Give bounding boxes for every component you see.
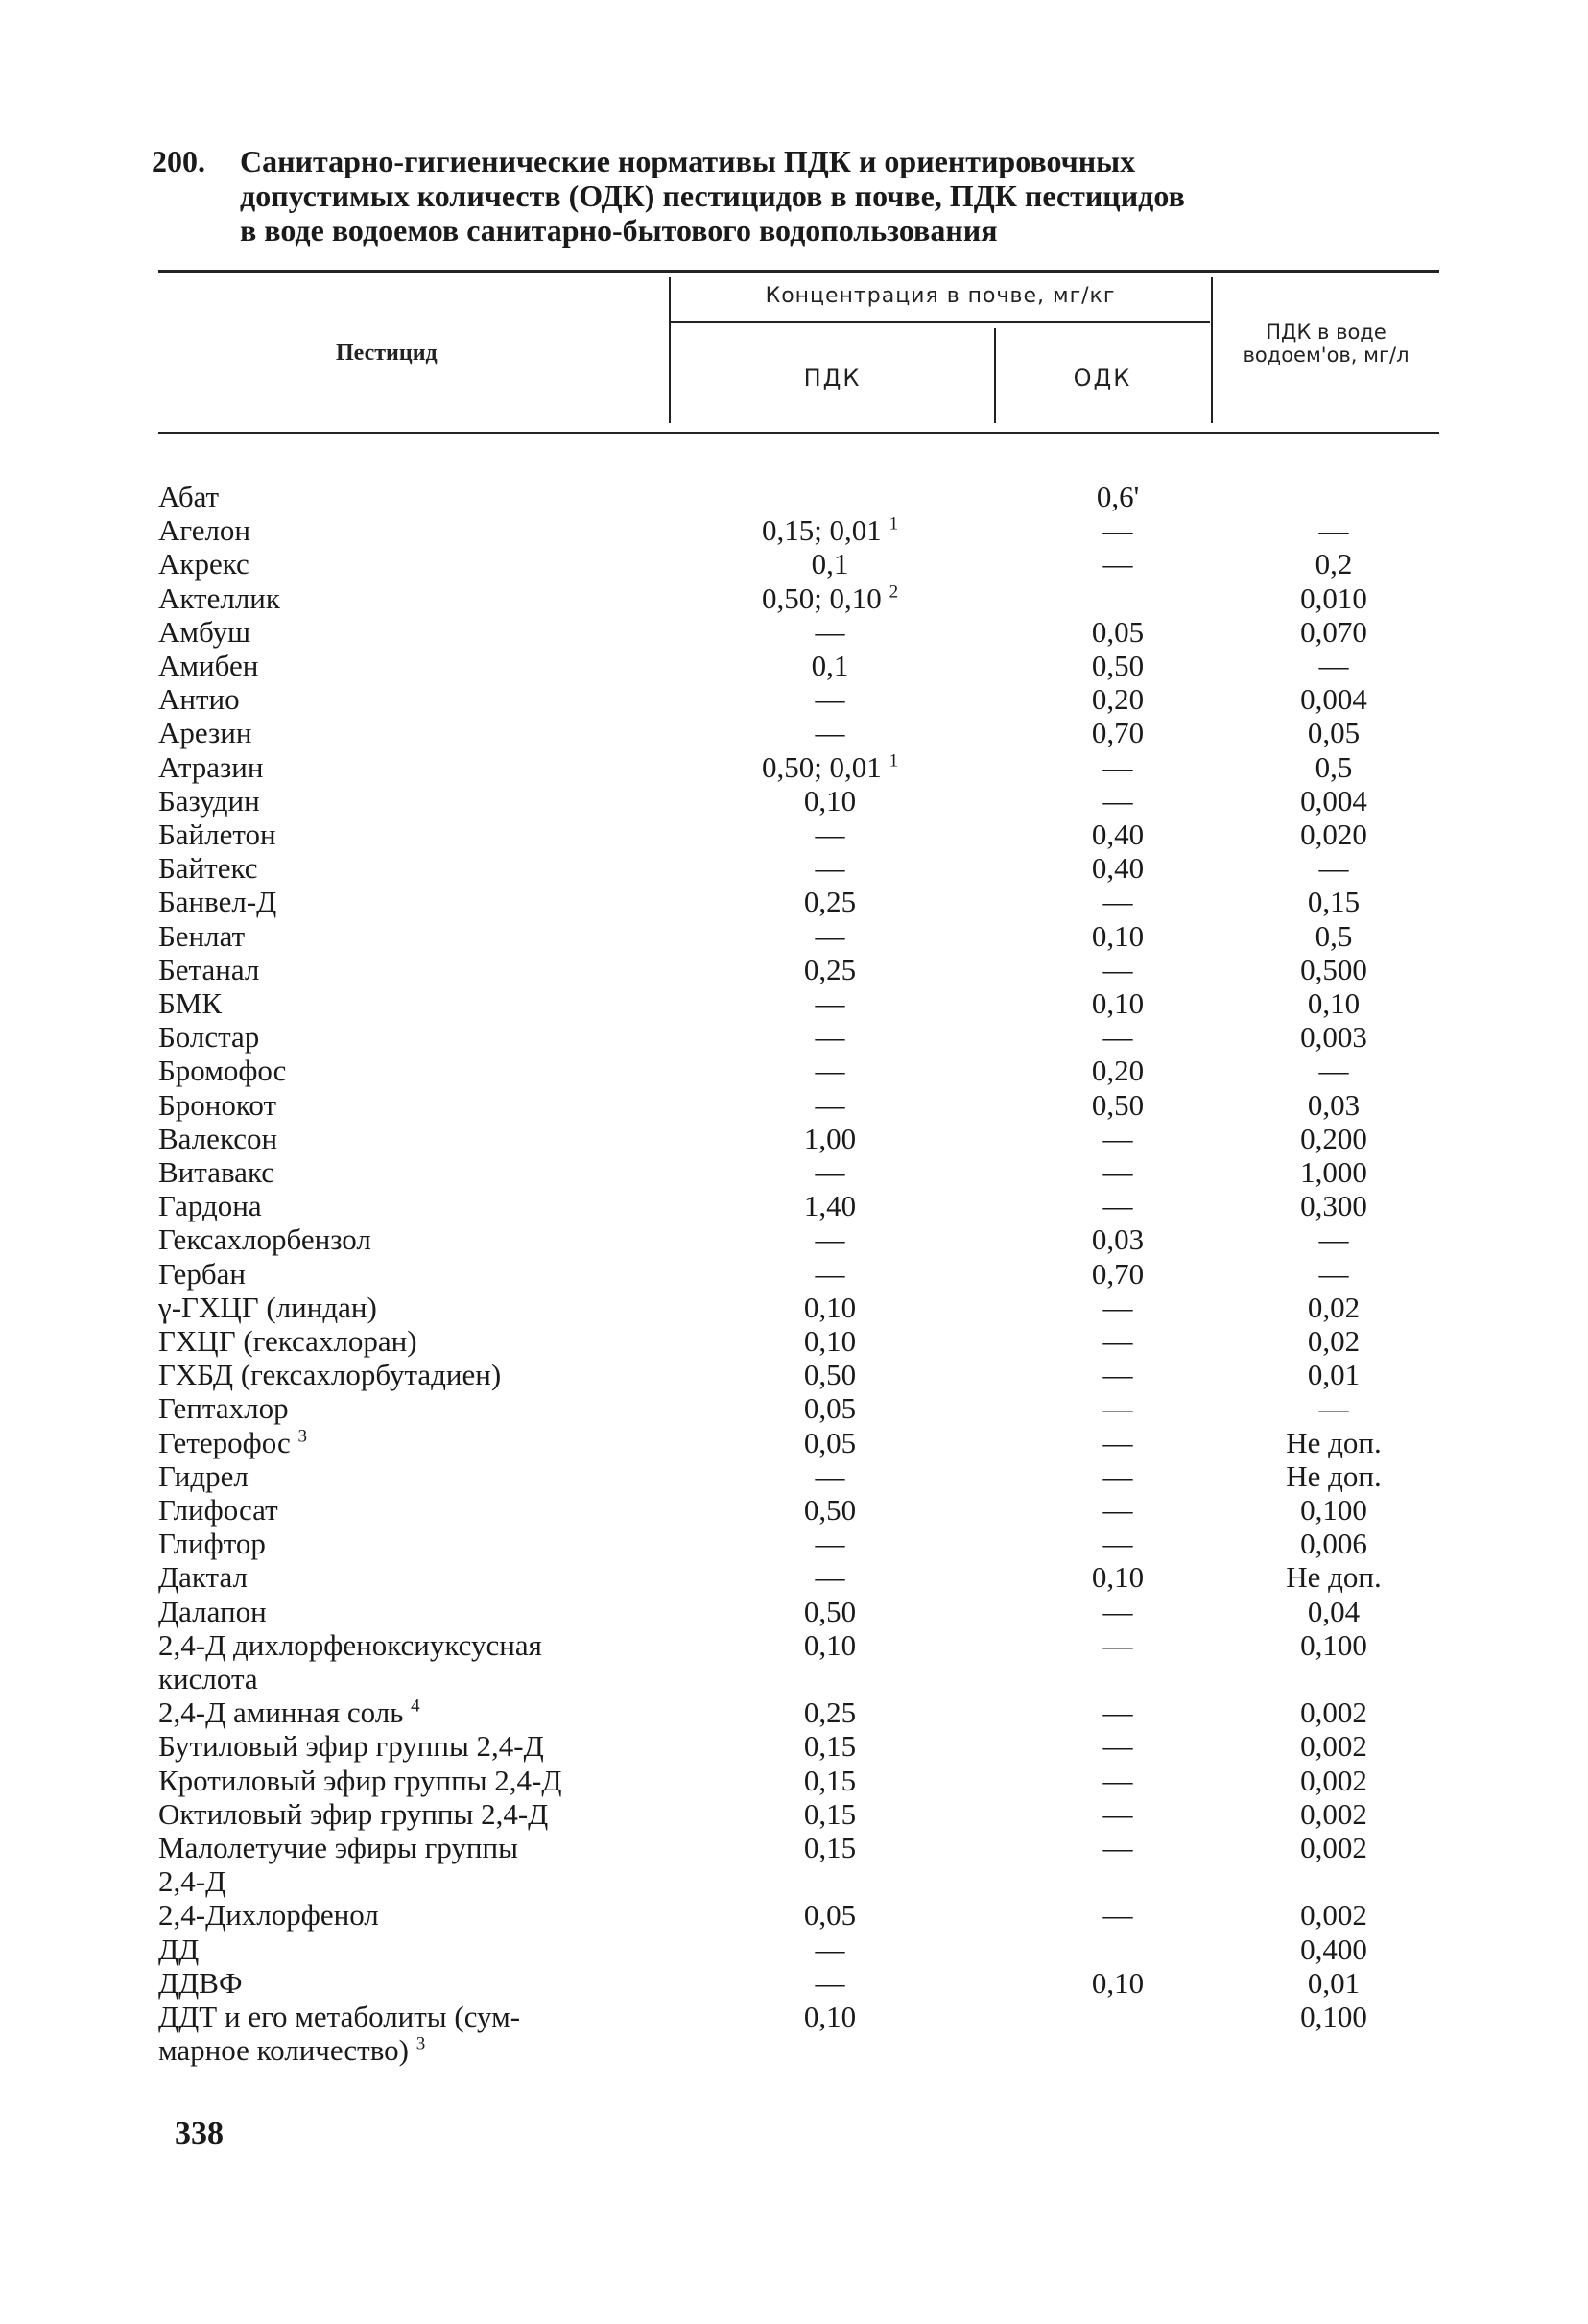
cell-pdk: — xyxy=(815,682,845,717)
cell-pdk: — xyxy=(815,918,845,953)
cell-water-pdk: 0,01 xyxy=(1307,1965,1361,2000)
table-row xyxy=(0,513,1588,547)
pesticide-name: Байтекс xyxy=(158,851,258,886)
pesticide-name: БМК xyxy=(158,986,223,1020)
cell-water-pdk: 0,04 xyxy=(1307,1594,1361,1628)
table-row xyxy=(0,1493,1588,1527)
cell-pdk: — xyxy=(815,1087,845,1122)
table-row xyxy=(0,953,1588,986)
pesticide-name: Кротиловый эфир группы 2,4-Д xyxy=(158,1763,562,1797)
table-row xyxy=(0,1696,1588,1729)
table-row xyxy=(0,1324,1588,1358)
cell-water-pdk: 0,400 xyxy=(1300,1932,1367,1966)
pesticide-name: Бетанал xyxy=(158,952,260,986)
table-row xyxy=(0,1797,1588,1831)
cell-odk: 0,50 xyxy=(1091,1087,1145,1122)
cell-water-pdk: 0,200 xyxy=(1300,1121,1367,1155)
cell-odk: 0,10 xyxy=(1091,1560,1145,1595)
table-row xyxy=(0,615,1588,649)
title-line-3: в воде водоемов санитарно-бытового водопользования xyxy=(240,213,998,248)
cell-pdk: 0,25 xyxy=(803,885,857,919)
cell-water-pdk: 1,000 xyxy=(1300,1155,1367,1189)
cell-odk: — xyxy=(1102,513,1133,548)
cell-pdk: — xyxy=(815,1965,845,2000)
table-row xyxy=(0,581,1588,615)
cell-odk: 0,10 xyxy=(1091,1965,1145,2000)
cell-water-pdk: 0,002 xyxy=(1300,1898,1367,1933)
pesticide-name: Амибен xyxy=(158,649,259,682)
column-header-pdk: ПДК xyxy=(803,365,862,391)
cell-pdk: — xyxy=(815,1560,845,1595)
pesticide-name: Актеллик xyxy=(158,581,280,615)
pesticide-name: Болстар xyxy=(158,1020,260,1055)
cell-odk: — xyxy=(1102,1729,1133,1764)
pesticide-name: Далапон xyxy=(158,1594,267,1628)
cell-pdk: — xyxy=(815,716,845,750)
cell-pdk: 0,10 xyxy=(803,1627,857,1662)
table-row xyxy=(0,818,1588,851)
cell-pdk: — xyxy=(815,1155,845,1189)
cell-odk: 0,20 xyxy=(1091,682,1145,717)
cell-odk: — xyxy=(1102,1763,1133,1797)
cell-odk: 0,40 xyxy=(1091,818,1145,851)
pesticide-name: Дактал xyxy=(158,1560,248,1595)
cell-water-pdk: 0,004 xyxy=(1300,783,1367,818)
cell-water-pdk: 0,2 xyxy=(1315,547,1353,581)
cell-water-pdk: 0,020 xyxy=(1300,818,1367,851)
pesticide-name: ДД xyxy=(158,1932,200,1966)
header-divider-left xyxy=(669,277,671,423)
footnote-mark: 1 xyxy=(889,750,899,771)
column-header-soil-concentration: Концентрация в почве, мг/кг xyxy=(765,284,1116,308)
cell-odk: 0,50 xyxy=(1091,649,1145,682)
table-row xyxy=(0,750,1588,784)
pesticide-name: 2,4-Дихлорфенол xyxy=(158,1898,379,1933)
column-header-odk: ОДК xyxy=(1073,365,1132,391)
page-number: 338 xyxy=(175,2116,224,2151)
cell-odk: 0,20 xyxy=(1091,1054,1145,1088)
table-row xyxy=(0,851,1588,885)
pesticide-name: Гардона xyxy=(158,1189,262,1223)
table-row xyxy=(0,1122,1588,1155)
table-row xyxy=(0,2000,1588,2067)
cell-water-pdk: 0,004 xyxy=(1300,682,1367,717)
cell-odk: 0,70 xyxy=(1091,716,1145,750)
column-header-water-pdk: ПДК в воде водоем'ов, мг/л xyxy=(1243,320,1410,367)
cell-pdk: 1,40 xyxy=(803,1189,857,1223)
cell-odk: 0,70 xyxy=(1091,1256,1145,1291)
cell-pdk: 0,25 xyxy=(803,1696,857,1730)
pesticide-name: Витавакс xyxy=(158,1155,274,1189)
pesticide-name: Валексон xyxy=(158,1121,278,1155)
cell-pdk: 0,15 xyxy=(803,1763,857,1797)
cell-water-pdk: 0,5 xyxy=(1315,749,1353,784)
pesticide-name: 2,4-Д аминная соль $^4$ xyxy=(158,1696,420,1730)
cell-odk: — xyxy=(1102,952,1133,986)
cell-odk: 0,10 xyxy=(1091,918,1145,953)
cell-pdk: 0,10 xyxy=(803,1324,857,1358)
pesticide-name: 2,4-Д дихлорфеноксиуксусная кислота xyxy=(158,1627,542,1696)
pesticide-name: ДДВФ xyxy=(158,1965,243,2000)
cell-odk: — xyxy=(1102,1696,1133,1730)
cell-odk: 0,10 xyxy=(1091,986,1145,1020)
table-row xyxy=(0,1627,1588,1696)
table-row xyxy=(0,1527,1588,1560)
cell-water-pdk: 0,002 xyxy=(1300,1696,1367,1730)
table-row xyxy=(0,682,1588,716)
cell-water-pdk: 0,003 xyxy=(1300,1020,1367,1055)
cell-water-pdk: 0,006 xyxy=(1300,1527,1367,1561)
cell-pdk: — xyxy=(815,818,845,851)
cell-water-pdk: 0,100 xyxy=(1300,1493,1367,1527)
cell-water-pdk: 0,070 xyxy=(1300,614,1367,649)
cell-odk: — xyxy=(1102,885,1133,919)
pesticide-name: Амбуш xyxy=(158,614,250,649)
pesticide-name: Арезин xyxy=(158,716,252,750)
table-number: 200. xyxy=(152,144,205,178)
table-row xyxy=(0,1933,1588,1966)
cell-odk: — xyxy=(1102,547,1133,581)
cell-water-pdk: 0,002 xyxy=(1300,1763,1367,1797)
pesticide-name: Гетерофос $^3$ xyxy=(158,1425,307,1459)
table-row xyxy=(0,1831,1588,1898)
cell-water-pdk: Не доп. xyxy=(1286,1560,1382,1595)
footnote-mark: 3 xyxy=(297,1426,307,1447)
table-row xyxy=(0,1595,1588,1628)
cell-pdk: — xyxy=(815,986,845,1020)
cell-pdk: 0,15 xyxy=(803,1831,857,1864)
cell-odk: — xyxy=(1102,1290,1133,1324)
footnote-mark: 4 xyxy=(411,1696,420,1717)
table-row xyxy=(0,1764,1588,1797)
cell-water-pdk: 0,002 xyxy=(1300,1796,1367,1831)
table-row xyxy=(0,1426,1588,1459)
cell-pdk: 0,10 xyxy=(803,1290,857,1324)
table-row xyxy=(0,1291,1588,1324)
table-row xyxy=(0,1088,1588,1122)
cell-water-pdk: 0,10 xyxy=(1307,986,1361,1020)
table-row xyxy=(0,649,1588,682)
cell-water-pdk: 0,01 xyxy=(1307,1358,1361,1392)
pesticide-name: Антио xyxy=(158,682,240,717)
cell-pdk: 0,1 xyxy=(811,547,849,581)
pesticide-name: Бенлат xyxy=(158,918,246,953)
pesticide-name: Абат xyxy=(158,480,220,513)
table-row xyxy=(0,480,1588,513)
table-row xyxy=(0,784,1588,818)
pesticide-name: Глифтор xyxy=(158,1527,266,1561)
cell-pdk: 0,15; 0,01 $^1$ xyxy=(761,513,899,548)
pesticide-name: Агелон xyxy=(158,513,251,548)
cell-water-pdk: 0,002 xyxy=(1300,1831,1367,1864)
cell-pdk: 0,50 xyxy=(803,1594,857,1628)
cell-pdk: 0,50 xyxy=(803,1493,857,1527)
cell-water-pdk: — xyxy=(1318,1054,1349,1088)
cell-water-pdk: 0,010 xyxy=(1300,581,1367,615)
cell-odk: — xyxy=(1102,1324,1133,1358)
table-row xyxy=(0,1391,1588,1425)
table-row xyxy=(0,1358,1588,1391)
cell-pdk: — xyxy=(815,614,845,649)
cell-pdk: — xyxy=(815,1932,845,1966)
cell-water-pdk: 0,03 xyxy=(1307,1087,1361,1122)
cell-pdk: 0,25 xyxy=(803,952,857,986)
cell-odk: — xyxy=(1102,1527,1133,1561)
table-title xyxy=(152,144,1389,248)
cell-water-pdk: 0,02 xyxy=(1307,1290,1361,1324)
pesticide-name: Банвел-Д xyxy=(158,885,277,919)
cell-pdk: 0,10 xyxy=(803,2000,857,2033)
cell-odk: — xyxy=(1102,1155,1133,1189)
cell-odk: — xyxy=(1102,1391,1133,1426)
pesticide-name: Байлетон xyxy=(158,818,276,851)
table-row xyxy=(0,1560,1588,1594)
pesticide-name: Бромофос xyxy=(158,1054,287,1088)
cell-pdk: 0,50; 0,10 $^2$ xyxy=(761,581,899,615)
pesticide-name: ДДТ и его метаболиты (сум- марное количество) $^3$ xyxy=(158,2000,521,2067)
cell-pdk: 0,50; 0,01 $^1$ xyxy=(761,749,899,784)
cell-water-pdk: — xyxy=(1318,513,1349,548)
cell-odk: 0,05 xyxy=(1091,614,1145,649)
cell-water-pdk: 0,15 xyxy=(1307,885,1361,919)
cell-odk: — xyxy=(1102,1594,1133,1628)
pesticide-name: Гербан xyxy=(158,1256,246,1291)
cell-water-pdk: 0,100 xyxy=(1300,1627,1367,1662)
table-row xyxy=(0,1898,1588,1932)
cell-pdk: 0,1 xyxy=(811,649,849,682)
cell-water-pdk: — xyxy=(1318,649,1349,682)
pesticide-name: Гидрел xyxy=(158,1458,249,1493)
cell-odk: — xyxy=(1102,1458,1133,1493)
pesticide-name: Октиловый эфир группы 2,4-Д xyxy=(158,1796,549,1831)
footnote-mark: 1 xyxy=(889,513,899,534)
cell-water-pdk: Не доп. xyxy=(1286,1425,1382,1459)
cell-pdk: 1,00 xyxy=(803,1121,857,1155)
cell-pdk: — xyxy=(815,1222,845,1257)
pesticide-name: Атразин xyxy=(158,749,264,784)
cell-pdk: — xyxy=(815,1020,845,1055)
cell-pdk: 0,10 xyxy=(803,783,857,818)
pesticide-name: Малолетучие эфиры группы 2,4-Д xyxy=(158,1831,518,1898)
table-row xyxy=(0,1222,1588,1256)
table-row xyxy=(0,1054,1588,1087)
cell-pdk: — xyxy=(815,1527,845,1561)
cell-odk: — xyxy=(1102,749,1133,784)
table-row xyxy=(0,716,1588,749)
cell-pdk: — xyxy=(815,1054,845,1088)
cell-water-pdk: 0,002 xyxy=(1300,1729,1367,1764)
table-row xyxy=(0,1189,1588,1222)
cell-odk: — xyxy=(1102,1425,1133,1459)
table-row xyxy=(0,1459,1588,1493)
table-row xyxy=(0,547,1588,581)
table-row xyxy=(0,986,1588,1020)
table-row xyxy=(0,1966,1588,2000)
pesticide-name: Гексахлорбензол xyxy=(158,1222,371,1257)
cell-odk: — xyxy=(1102,1020,1133,1055)
cell-water-pdk: Не доп. xyxy=(1286,1458,1382,1493)
cell-odk: — xyxy=(1102,783,1133,818)
pesticide-name: Бронокот xyxy=(158,1087,277,1122)
title-line-2: допустимых количеств (ОДК) пестицидов в почве, ПДК пестицидов xyxy=(240,178,1185,213)
cell-water-pdk: 0,300 xyxy=(1300,1189,1367,1223)
footnote-mark: 3 xyxy=(415,2033,426,2054)
cell-odk: 0,40 xyxy=(1091,851,1145,886)
cell-pdk: — xyxy=(815,851,845,886)
column-header-pesticide: Пестицид xyxy=(336,341,438,366)
table-row xyxy=(0,1155,1588,1189)
table-row xyxy=(0,1257,1588,1291)
table-row xyxy=(0,1020,1588,1054)
cell-water-pdk: — xyxy=(1318,1222,1349,1257)
cell-pdk: 0,15 xyxy=(803,1729,857,1764)
cell-odk: — xyxy=(1102,1358,1133,1392)
cell-odk: 0,6' xyxy=(1096,480,1140,513)
cell-water-pdk: 0,5 xyxy=(1315,918,1353,953)
cell-pdk: 0,50 xyxy=(803,1358,857,1392)
cell-pdk: 0,05 xyxy=(803,1898,857,1933)
cell-water-pdk: 0,02 xyxy=(1307,1324,1361,1358)
pesticide-name: Акрекс xyxy=(158,547,249,581)
title-line-1: 200. Санитарно-гигиенические нормативы ПДК и ориентировочных xyxy=(152,144,1136,178)
table-row xyxy=(0,885,1588,918)
footnote-mark: 2 xyxy=(889,581,899,603)
cell-pdk: — xyxy=(815,1458,845,1493)
cell-water-pdk: — xyxy=(1318,851,1349,886)
cell-pdk: 0,05 xyxy=(803,1425,857,1459)
cell-water-pdk: 0,05 xyxy=(1307,716,1361,750)
cell-odk: — xyxy=(1102,1121,1133,1155)
cell-odk: — xyxy=(1102,1189,1133,1223)
pesticide-name: ГХБД (гексахлорбутадиен) xyxy=(158,1358,502,1392)
table-top-rule xyxy=(158,270,1439,273)
pesticide-name: Базудин xyxy=(158,783,260,818)
cell-odk: 0,03 xyxy=(1091,1222,1145,1257)
cell-odk: — xyxy=(1102,1796,1133,1831)
cell-water-pdk: 0,100 xyxy=(1300,2000,1367,2033)
cell-pdk: — xyxy=(815,1256,845,1291)
pesticide-name: Бутиловый эфир группы 2,4-Д xyxy=(158,1729,544,1764)
cell-odk: — xyxy=(1102,1627,1133,1662)
pesticide-name: Гептахлор xyxy=(158,1391,289,1426)
header-subdivider xyxy=(671,321,1210,323)
cell-pdk: 0,05 xyxy=(803,1391,857,1426)
table-row xyxy=(0,1729,1588,1763)
pesticide-name: γ-ГХЦГ (линдан) xyxy=(158,1290,377,1324)
cell-water-pdk: — xyxy=(1318,1256,1349,1291)
table-row xyxy=(0,919,1588,953)
pesticide-name: Глифосат xyxy=(158,1493,278,1527)
cell-water-pdk: 0,500 xyxy=(1300,952,1367,986)
cell-pdk: 0,15 xyxy=(803,1796,857,1831)
table-header-bottom-rule xyxy=(158,432,1439,434)
cell-odk: — xyxy=(1102,1898,1133,1933)
cell-odk: — xyxy=(1102,1831,1133,1864)
cell-odk: — xyxy=(1102,1493,1133,1527)
pesticide-name: ГХЦГ (гексахлоран) xyxy=(158,1324,417,1358)
cell-water-pdk: — xyxy=(1318,1391,1349,1426)
